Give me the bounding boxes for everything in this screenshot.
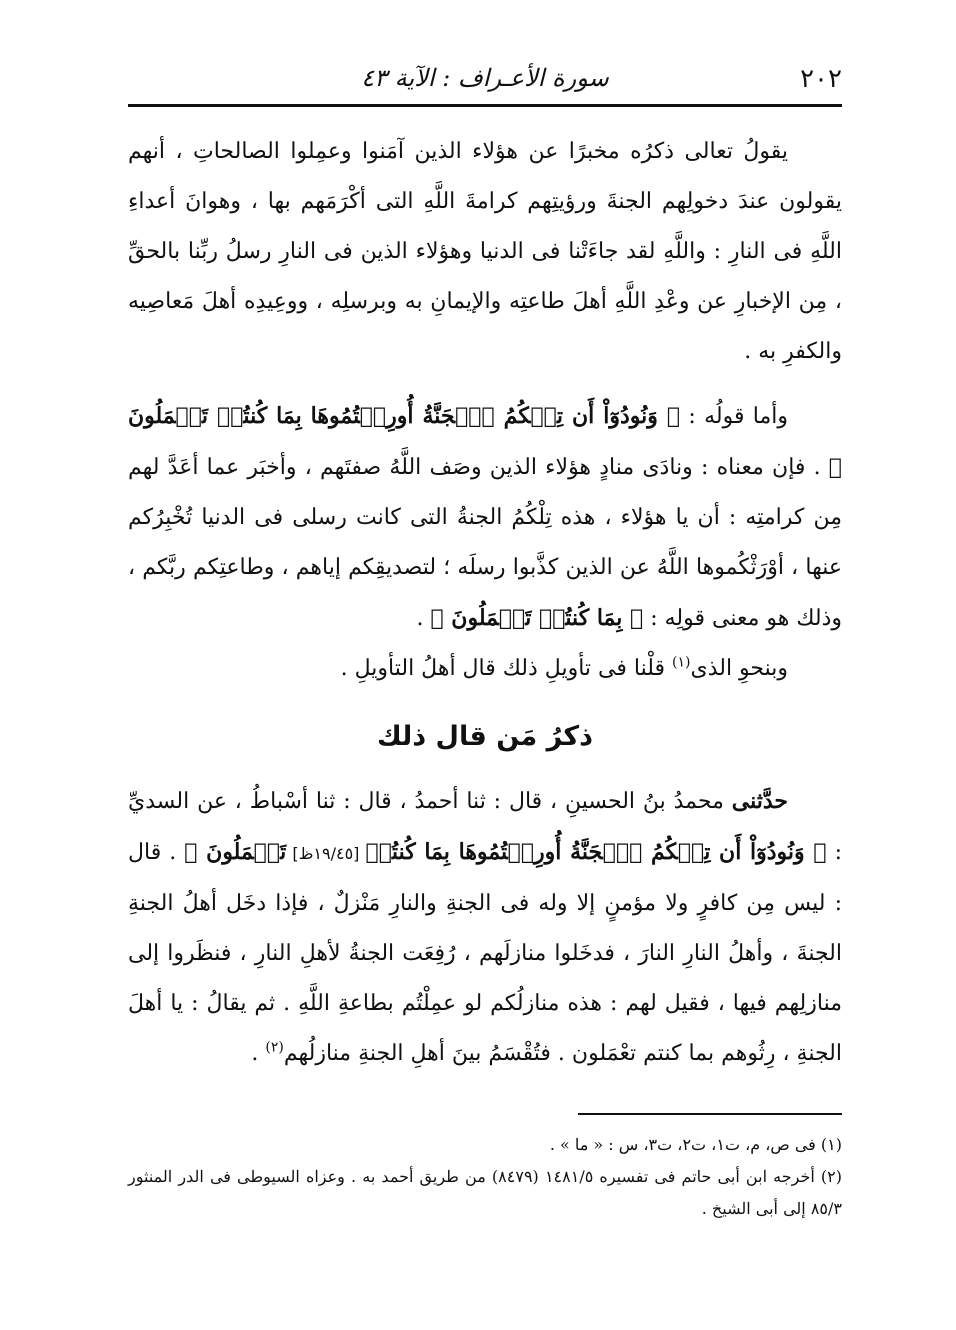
paragraph-3-text: قلْنا فى تأويلِ ذلك قال أهلُ التأويلِ .	[340, 656, 672, 681]
footnote-marker: (١)	[672, 654, 691, 671]
footnote-separator	[578, 1113, 842, 1115]
isnad-chain: محمدُ بنُ الحسينِ ، قال : ثنا أحمدُ ، قال : ثنا أسْباطُ ، عن السديِّ :	[128, 789, 843, 865]
paragraph-4-text: . قال : ليس مِن كافرٍ ولا مؤمنٍ إلا وله فى الجنةِ والنارِ مَنْزلٌ ، فإذا دخَل أهلُ الجنةِ الجنةَ ، وأهلُ النارِ النارَ ، فدخَلوا منازلَهم ، رُفِعَت الجنةُ لأهلِ النارِ ، فنظَروا إلى منازلِهم فيها ، فقيل لهم : هذه منازلُكم لو عمِلْتُم بطاعةِ اللَّهِ . ثم يقالُ : يا أهلَ الجنةِ ، رِثُوهم بما كنتم تعْمَلون . فتُقْسَمُ بينَ أهلِ الجنةِ منازلُهم	[128, 840, 842, 1066]
paragraph-4-end: .	[251, 1041, 266, 1066]
paragraph-2-end: .	[416, 606, 431, 631]
footnote-2: (٢) أخرجه ابن أبى حاتم فى تفسيره ١٤٨١/٥ (٨٤٧٩) من طريق أحمد به . وعزاه السيوطى فى الدر المنثور ٨٥/٣ إلى أبى الشيخ .	[128, 1167, 843, 1218]
manuscript-reference: [١٩/٤٥ظ]	[286, 844, 366, 863]
running-header	[128, 52, 842, 107]
paragraph-3-lead: وبنحوِ الذى	[690, 656, 788, 681]
page-number: ٢٠٢	[800, 64, 842, 94]
paragraph-2-text: . فإن معناه : ونادَى منادٍ هؤلاء الذين وصَف اللَّهُ صفتَهم ، وأخبَر عما أعَدَّ لهم مِن كرامتِه : أن يا هؤلاء ، هذه تِلْكُمُ الجنةُ التى كانت رسلى فى الدنيا تُخْبِرُكم عنها ، أوْرَثْكُموها اللَّهُ عن الذين كذَّبوا رسلَه ؛ لتصديقِكم إياهم ، وطاعتِكم ربَّكم ، وذلك هو معنى قولِه :	[128, 455, 842, 631]
quran-verse: ﴿ بِمَا كُنتُمۡ تَعۡمَلُونَ ﴾	[430, 605, 644, 631]
paragraph-2	[128, 391, 842, 644]
quran-verse: ﴿ وَنُودُوٓاْ أَن تِلۡكُمُ ٱلۡجَنَّةُ أُورِثۡتُمُوهَا بِمَا كُنتُمۡ تَعۡمَلُونَ ﴾	[128, 403, 842, 480]
narration-opener: حدَّثنى	[731, 788, 788, 814]
footnote-1: (١) فى ص، م، ت١، ت٢، ت٣، س : « ما » .	[549, 1135, 842, 1154]
paragraph-4	[128, 776, 842, 1079]
quran-verse: ﴿ وَنُودُوٓاْ أَن تِلۡكُمُ ٱلۡجَنَّةُ أُورِثۡتُمُوهَا بِمَا كُنتُمۡ	[365, 839, 827, 865]
paragraph-1-text: يقولُ تعالى ذكرُه مخبرًا عن هؤلاء الذين آمَنوا وعمِلوا الصالحاتِ ، أنهم يقولون عندَ دخولِهم الجنةَ ورؤيتِهم كرامةَ اللَّهِ التى أكْرَمَهم بها ، وهوانَ أعداءِ اللَّهِ فى النارِ : واللَّهِ لقد جاءَتْنا فى الدنيا وهؤلاء الذين فى النارِ رسلُ ربِّنا بالحقِّ ، مِن الإخبارِ عن وعْدِ اللَّهِ أهلَ طاعتِه والإيمانِ به وبرسلِه ، ووعِيدِه أهلَ مَعاصِيه والكفرِ به .	[128, 139, 842, 364]
book-page	[128, 52, 842, 1312]
paragraph-1	[128, 127, 842, 377]
section-heading: ذكرُ مَن قال ذلك	[377, 721, 593, 752]
surah-title: سورة الأعـراف : الآية ٤٣	[361, 64, 609, 92]
paragraph-3	[128, 644, 842, 694]
paragraph-2-lead: وأما قولُه :	[680, 404, 788, 429]
footnote-marker: (٢)	[265, 1039, 284, 1056]
quran-verse: تَعۡمَلُونَ ﴾	[184, 839, 287, 865]
